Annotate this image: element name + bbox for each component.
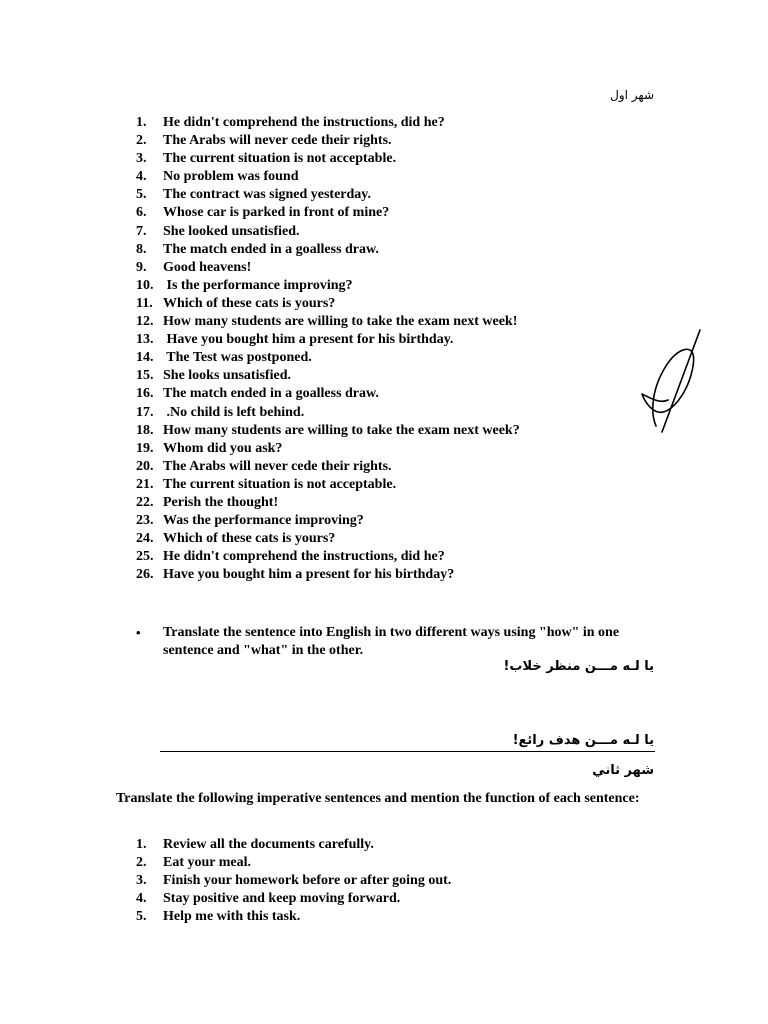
list-text: No problem was found <box>163 169 299 185</box>
list-text: .No child is left behind. <box>163 404 305 420</box>
handwritten-signature <box>640 328 702 440</box>
list-number: 9. <box>136 259 147 275</box>
list-number: 15. <box>136 368 154 384</box>
list-number: 6. <box>136 205 147 221</box>
list-number: 11. <box>136 295 153 311</box>
list-number: 21. <box>136 476 154 492</box>
list-number: 4. <box>136 891 147 907</box>
sentence-item <box>136 313 520 331</box>
bullet-marker: • <box>136 625 141 640</box>
sentence-item <box>136 530 520 548</box>
list-number: 8. <box>136 241 147 257</box>
translation-task <box>136 624 656 660</box>
sentence-item <box>136 186 520 204</box>
list-number: 3. <box>136 151 147 167</box>
list-text: Have you bought him a present for his birthday? <box>163 567 455 583</box>
list-text: Which of these cats is yours? <box>163 295 336 311</box>
list-text: He didn't comprehend the instructions, did he? <box>163 549 445 565</box>
list-number: 16. <box>136 386 154 402</box>
list-number: 23. <box>136 513 154 529</box>
sentence-item <box>136 367 520 385</box>
list-text: Review all the documents carefully. <box>163 837 374 852</box>
sentence-item <box>136 241 520 259</box>
sentence-item <box>136 440 520 458</box>
list-text: Was the performance improving? <box>163 513 364 529</box>
sentence-item <box>136 277 520 295</box>
list-number: 3. <box>136 873 147 889</box>
list-text: Is the performance improving? <box>163 277 353 293</box>
list-number: 26. <box>136 567 154 583</box>
list-number: 20. <box>136 458 154 474</box>
list-text: He didn't comprehend the instructions, did he? <box>163 115 445 130</box>
list-text: The match ended in a goalless draw. <box>163 241 379 257</box>
list-number: 5. <box>136 187 147 203</box>
list-text: The current situation is not acceptable. <box>163 476 397 492</box>
sentence-item <box>136 132 520 150</box>
imperative-item <box>136 890 451 908</box>
sentence-item <box>136 494 520 512</box>
sentence-item <box>136 204 520 222</box>
list-text: Finish your homework before or after going out. <box>163 873 452 889</box>
sentence-item <box>136 548 520 566</box>
list-text: She looks unsatisfied. <box>163 368 291 384</box>
list-number: 18. <box>136 422 154 438</box>
list-text: Eat your meal. <box>163 855 252 871</box>
list-text: Help me with this task. <box>163 909 301 925</box>
section-divider <box>160 751 655 752</box>
list-number: 10. <box>136 277 154 293</box>
list-text: How many students are willing to take the exam next week? <box>163 422 520 438</box>
list-number: 2. <box>136 133 147 149</box>
list-text: She looked unsatisfied. <box>163 223 300 239</box>
imperative-item <box>136 836 451 854</box>
list-number: 1. <box>136 837 147 852</box>
sentence-item <box>136 259 520 277</box>
arabic-sentence-2: يا لـه مـــن هدف رائع! <box>512 733 654 748</box>
imperative-item <box>136 872 451 890</box>
list-number: 22. <box>136 494 154 510</box>
sentence-item <box>136 349 520 367</box>
list-text: Whose car is parked in front of mine? <box>163 205 390 221</box>
translation-task-text: Translate the sentence into English in two different ways using "how" in one sentence and "what" in the other. <box>163 625 620 658</box>
imperative-item <box>136 854 451 872</box>
list-number: 14. <box>136 350 154 366</box>
sentence-list <box>136 114 520 584</box>
list-number: 5. <box>136 909 147 925</box>
list-text: Good heavens! <box>163 259 252 275</box>
sentence-item <box>136 385 520 403</box>
list-text: Perish the thought! <box>163 494 279 510</box>
sentence-item <box>136 150 520 168</box>
arabic-sentence-1: يا لـه مـــن منظر خلاب! <box>503 659 654 674</box>
sentence-item <box>136 422 520 440</box>
sentence-item <box>136 476 520 494</box>
list-number: 2. <box>136 855 147 871</box>
list-number: 19. <box>136 440 154 456</box>
list-number: 1. <box>136 115 147 130</box>
sentence-item <box>136 114 520 132</box>
imperative-instructions: Translate the following imperative sentences and mention the function of each sentence: <box>116 791 640 806</box>
imperative-list <box>136 836 451 926</box>
sentence-item <box>136 404 520 422</box>
list-text: The Arabs will never cede their rights. <box>163 133 392 149</box>
list-text: The match ended in a goalless draw. <box>163 386 379 402</box>
list-text: How many students are willing to take the exam next week! <box>163 314 518 330</box>
list-number: 12. <box>136 314 154 330</box>
month-two-label: شهر ثاني <box>592 763 654 778</box>
list-number: 4. <box>136 169 147 185</box>
list-number: 17. <box>136 404 154 420</box>
sentence-item <box>136 512 520 530</box>
list-text: The Test was postponed. <box>163 350 312 366</box>
sentence-item <box>136 566 520 584</box>
list-text: Stay positive and keep moving forward. <box>163 891 401 907</box>
list-number: 24. <box>136 531 154 547</box>
list-text: Whom did you ask? <box>163 440 283 456</box>
list-number: 13. <box>136 332 154 348</box>
list-text: The Arabs will never cede their rights. <box>163 458 392 474</box>
sentence-item <box>136 223 520 241</box>
sentence-item <box>136 295 520 313</box>
list-text: Which of these cats is yours? <box>163 531 336 547</box>
list-text: Have you bought him a present for his birthday. <box>163 332 454 348</box>
month-one-label: شهر اول <box>610 88 654 102</box>
list-text: The contract was signed yesterday. <box>163 187 372 203</box>
list-text: The current situation is not acceptable. <box>163 151 397 167</box>
sentence-item <box>136 331 520 349</box>
imperative-item <box>136 908 451 926</box>
sentence-item <box>136 458 520 476</box>
sentence-item <box>136 168 520 186</box>
list-number: 25. <box>136 549 154 565</box>
list-number: 7. <box>136 223 147 239</box>
